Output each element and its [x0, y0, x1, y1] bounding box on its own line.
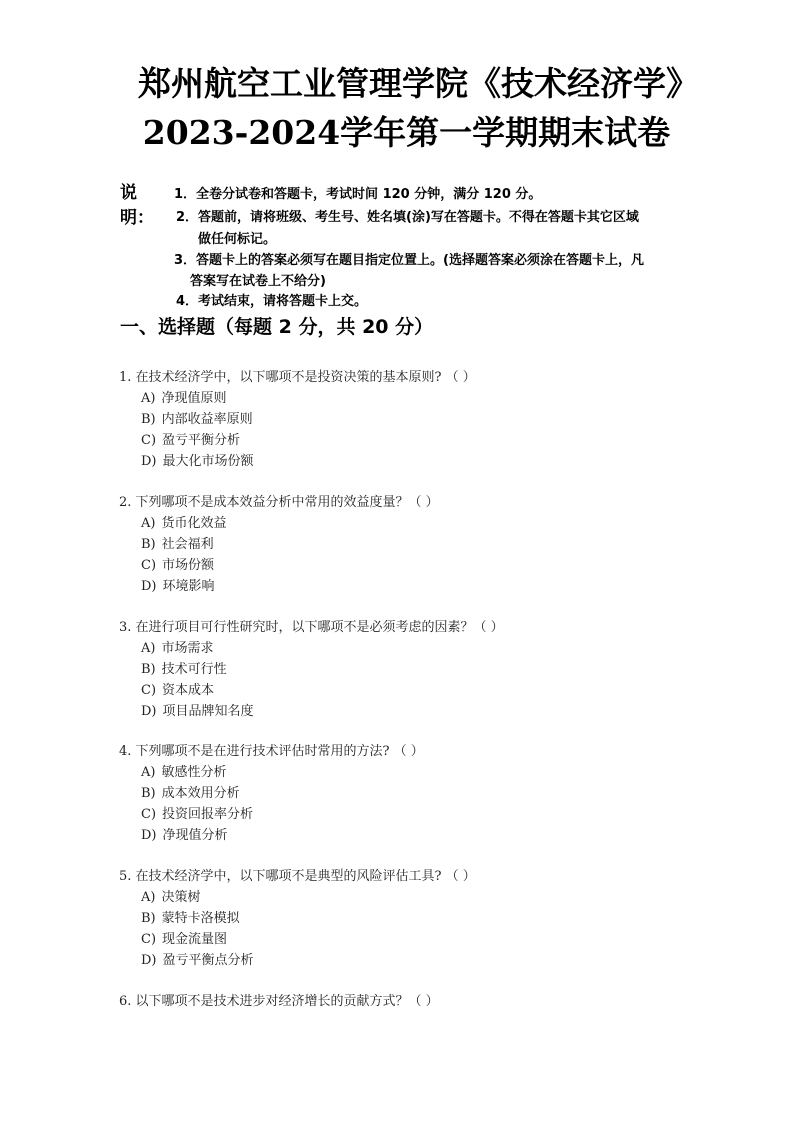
- option-a: A) 货币化效益: [141, 516, 227, 531]
- question-1: [119, 367, 476, 472]
- exam-title-line1: 郑州航空工业管理学院《技术经济学》: [138, 64, 699, 103]
- option-c: C) 盈亏平衡分析: [141, 433, 241, 448]
- question-stem: 5. 在技术经济学中，以下哪项不是典型的风险评估工具? （ ）: [119, 869, 476, 884]
- question-3: [119, 617, 504, 722]
- option-b: B) 社会福利: [141, 537, 214, 552]
- question-stem: 2. 下列哪项不是成本效益分析中常用的效益度量？（ ）: [119, 495, 439, 510]
- instruction-3: 3．答题卡上的答案必须写在题目指定位置上。(选择题答案必须涂在答题卡上，凡: [174, 253, 644, 268]
- instruction-4: 4．考试结束，请将答题卡上交。: [176, 294, 368, 309]
- question-stem: 4. 下列哪项不是在进行技术评估时常用的方法? （ ）: [119, 744, 424, 759]
- question-5: [119, 866, 476, 971]
- option-b: B) 技术可行性: [141, 662, 227, 677]
- option-a: A) 敏感性分析: [141, 765, 227, 780]
- option-d: D) 盈亏平衡点分析: [141, 953, 254, 968]
- instructions-label: 说明：: [120, 183, 154, 228]
- option-d: D) 环境影响: [141, 579, 215, 594]
- option-b: B) 内部收益率原则: [141, 412, 253, 427]
- option-c: C) 资本成本: [141, 683, 215, 698]
- option-d: D) 项目品牌知名度: [141, 704, 254, 719]
- option-a: A) 市场需求: [141, 641, 214, 656]
- option-a: A) 净现值原则: [141, 391, 227, 406]
- option-b: B) 成本效用分析: [141, 786, 240, 801]
- question-stem: 6. 以下哪项不是技术进步对经济增长的贡献方式？（ ）: [119, 994, 439, 1009]
- option-d: D) 最大化市场份额: [141, 454, 254, 469]
- instruction-2: 2．答题前，请将班级、考生号、姓名填(涂)写在答题卡。不得在答题卡其它区域: [176, 210, 639, 225]
- instruction-2-cont: 做任何标记。: [198, 232, 277, 247]
- instruction-3-cont: 答案写在试卷上不给分): [190, 274, 326, 289]
- question-2: [119, 492, 439, 597]
- instruction-1: 1．全卷分试卷和答题卡，考试时间 120 分钟，满分 120 分。: [174, 187, 542, 202]
- section-title: 一、选择题（每题 2 分，共 20 分）: [120, 316, 434, 338]
- exam-title-line2: 2023-2024学年第一学期期末试卷: [142, 113, 671, 152]
- question-4: [119, 741, 424, 846]
- option-a: A) 决策树: [141, 890, 201, 905]
- option-b: B) 蒙特卡洛模拟: [141, 911, 240, 926]
- option-d: D) 净现值分析: [141, 828, 228, 843]
- question-6: [119, 991, 439, 1012]
- option-c: C) 现金流量图: [141, 932, 228, 947]
- question-stem: 1. 在技术经济学中，以下哪项不是投资决策的基本原则? （ ）: [119, 370, 476, 385]
- question-stem: 3. 在进行项目可行性研究时，以下哪项不是必须考虑的因素？（ ）: [119, 620, 504, 635]
- option-c: C) 市场份额: [141, 558, 215, 573]
- option-c: C) 投资回报率分析: [141, 807, 254, 822]
